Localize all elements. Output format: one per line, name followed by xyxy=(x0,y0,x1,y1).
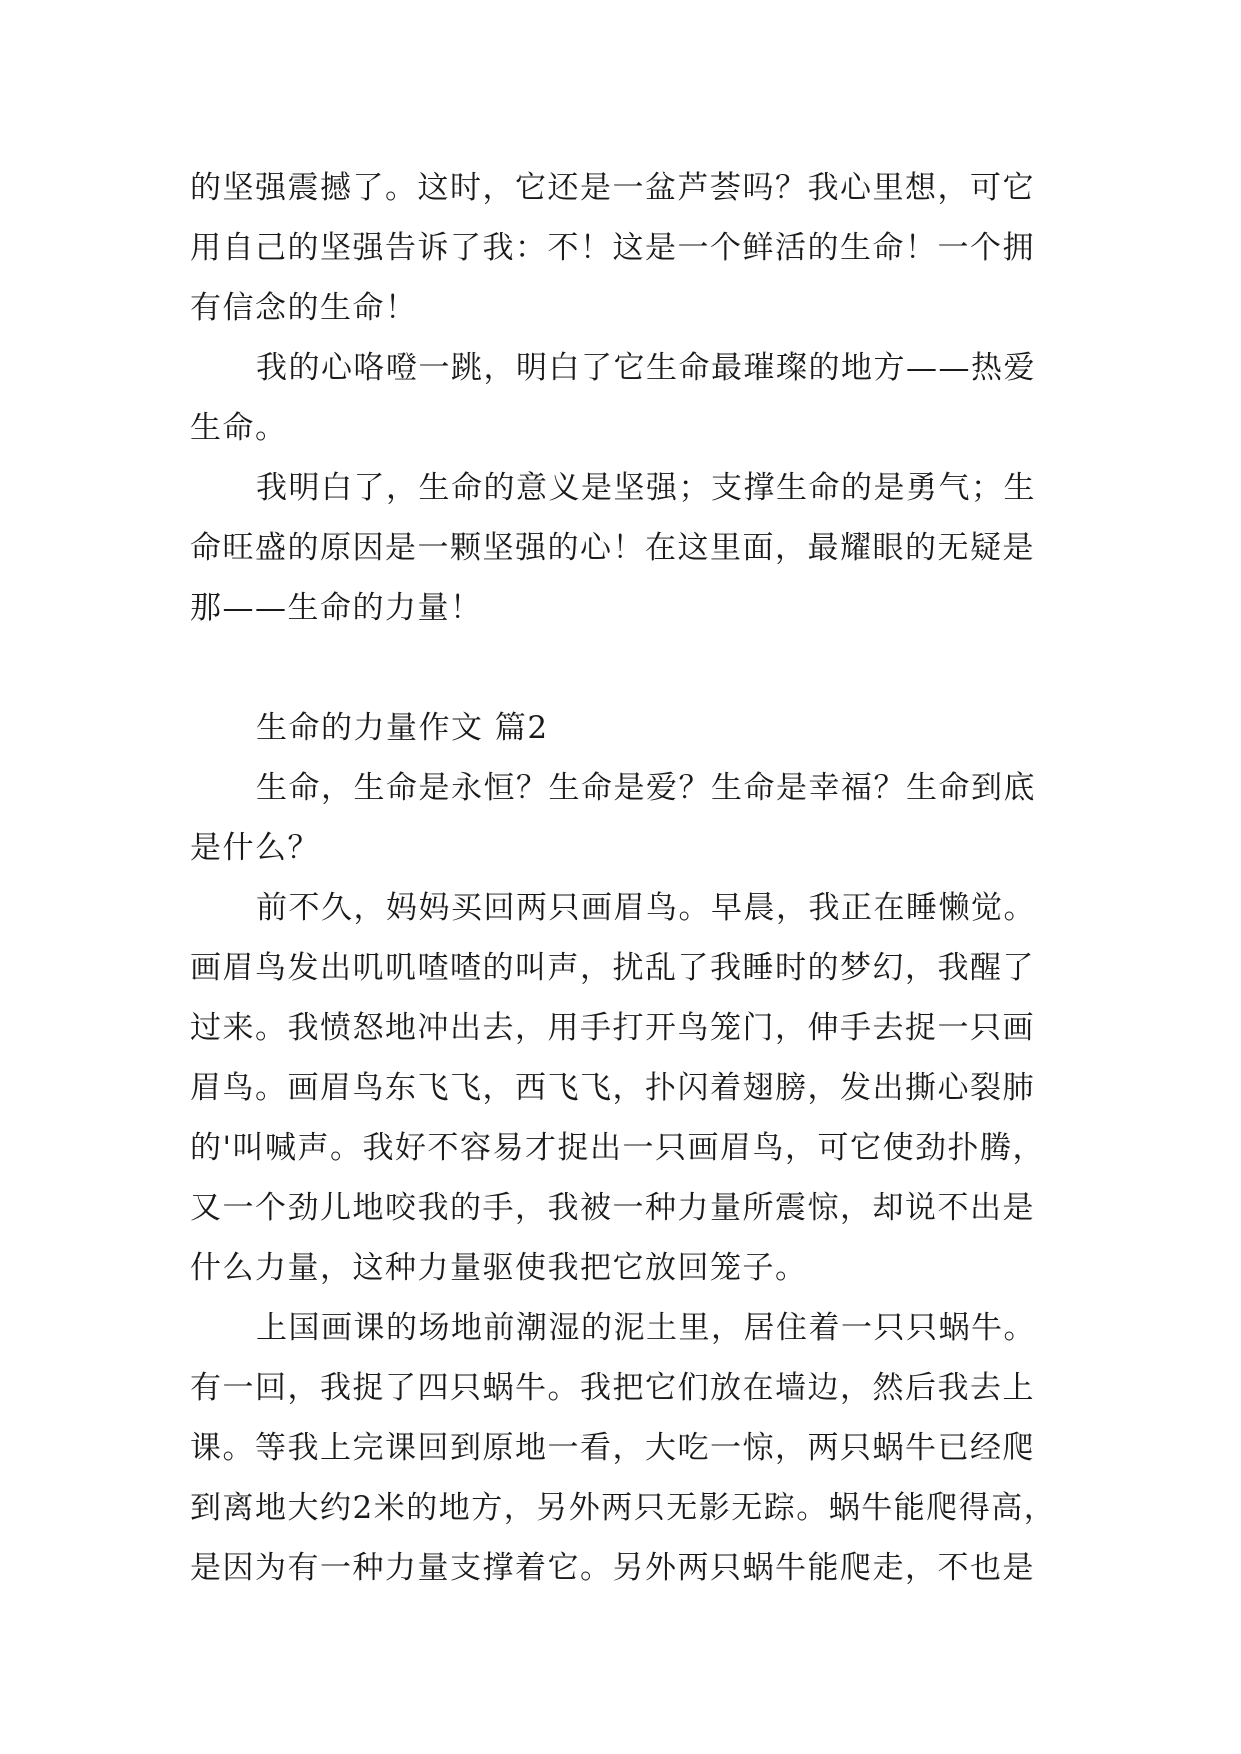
text-line: 的'叫喊声。我好不容易才捉出一只画眉鸟，可它使劲扑腾， xyxy=(190,1130,1046,1166)
text-line: 是因为有一种力量支撑着它。另外两只蜗牛能爬走，不也是 xyxy=(190,1550,1035,1586)
text-line: 用自己的坚强告诉了我：不！这是一个鲜活的生命！一个拥 xyxy=(190,230,1035,266)
paragraph xyxy=(190,1298,1057,1598)
text-line: 生命。 xyxy=(190,410,288,446)
text-line: 是什么？ xyxy=(190,830,320,866)
text-line: 上国画课的场地前潮湿的泥土里，居住着一只只蜗牛。 xyxy=(256,1310,1036,1346)
paragraph xyxy=(190,458,1050,638)
text-line: 前不久，妈妈买回两只画眉鸟。早晨，我正在睡懒觉。 xyxy=(256,890,1036,926)
text-line: 有一回，我捉了四只蜗牛。我把它们放在墙边，然后我去上 xyxy=(190,1370,1035,1406)
text-line: 那——生命的力量！ xyxy=(190,590,483,626)
paragraph xyxy=(190,878,1050,1298)
document-body xyxy=(190,158,1057,1598)
text-line: 命旺盛的原因是一颗坚强的心！在这里面，最耀眼的无疑是 xyxy=(190,530,1035,566)
paragraph xyxy=(190,158,1050,338)
text-line: 画眉鸟发出叽叽喳喳的叫声，扰乱了我睡时的梦幻，我醒了 xyxy=(190,950,1035,986)
text-line: 课。等我上完课回到原地一看，大吃一惊，两只蜗牛已经爬 xyxy=(190,1430,1035,1466)
text-line: 我明白了，生命的意义是坚强；支撑生命的是勇气；生 xyxy=(256,470,1036,506)
text-line: 生命，生命是永恒？生命是爱？生命是幸福？生命到底 xyxy=(256,770,1036,806)
text-line: 我的心咯噔一跳，明白了它生命最璀璨的地方——热爱 xyxy=(256,350,1036,386)
text-line: 过来。我愤怒地冲出去，用手打开鸟笼门，伸手去捉一只画 xyxy=(190,1010,1035,1046)
text-line: 的坚强震撼了。这时，它还是一盆芦荟吗？我心里想，可它 xyxy=(190,170,1035,206)
text-line: 什么力量，这种力量驱使我把它放回笼子。 xyxy=(190,1250,808,1286)
text-line: 眉鸟。画眉鸟东飞飞，西飞飞，扑闪着翅膀，发出撕心裂肺 xyxy=(190,1070,1035,1106)
section-title: 生命的力量作文 篇2 xyxy=(256,710,549,746)
paragraph xyxy=(190,758,1050,878)
text-line: 又一个劲儿地咬我的手，我被一种力量所震惊，却说不出是 xyxy=(190,1190,1035,1226)
paragraph xyxy=(190,338,1050,458)
section-gap xyxy=(190,638,1050,698)
text-line: 有信念的生命！ xyxy=(190,290,418,326)
text-line: 到离地大约2米的地方，另外两只无影无踪。蜗牛能爬得高， xyxy=(190,1490,1057,1526)
